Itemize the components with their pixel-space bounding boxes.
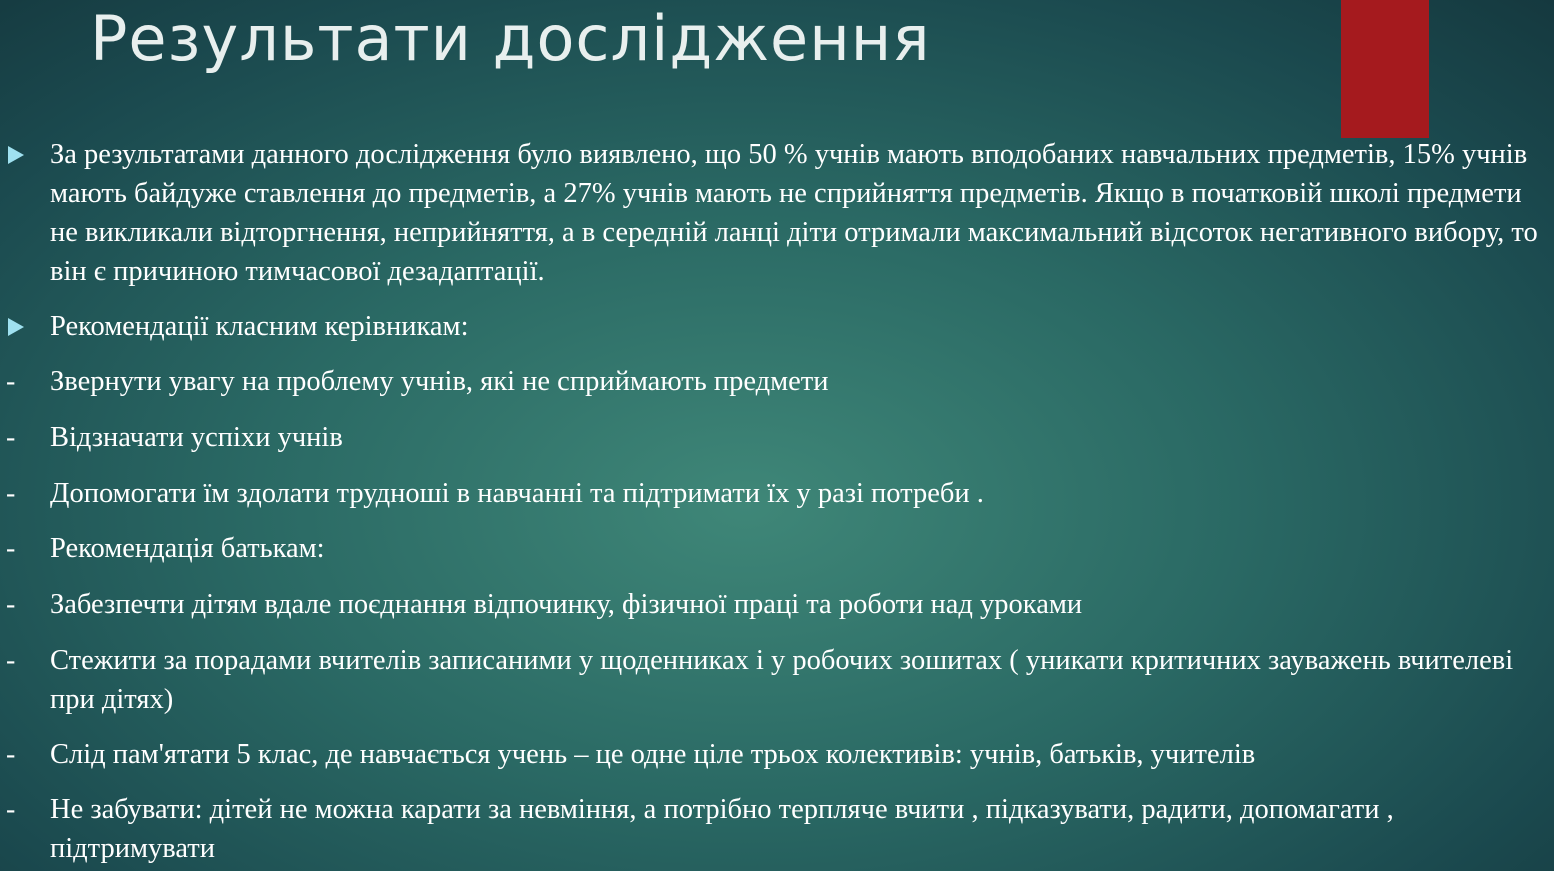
list-item-text: Допомогати їм здолати трудноші в навчанні та підтримати їх у разі потреби .: [50, 478, 984, 509]
slide-title: Результати дослідження: [90, 2, 931, 75]
dash-bullet: -: [6, 366, 16, 397]
list-item-text: Звернути увагу на проблему учнів, які не сприймають предмети: [50, 366, 829, 397]
list-item-text: Не забувати: дітей не можна карати за невміння, а потрібно терпляче вчити , підказувати, радити, допомагати , підтримувати: [50, 794, 1394, 864]
triangle-bullet-icon: [8, 146, 24, 164]
list-item-text: Слід пам'ятати 5 клас, де навчається учень – це одне ціле трьох колективів: учнів, батьків, учителів: [50, 739, 1256, 770]
bullet-text: Рекомендації класним керівникам:: [50, 311, 469, 342]
dash-bullet: -: [6, 739, 16, 770]
bullet-text: За результатами данного дослідження було виявлено, що 50 % учнів мають вподобаних навчальних предметів, 15% учнів мають байдуже ставлення до предметів, а 27% учнів мають не сприйняття предметів. Якщо в початковій школі предмети не викликали відторгнення, неприйняття, а в середній ланці діти отримали максимальний відсоток негативного вибору, то він є причиною тимчасової дезадаптації.: [50, 139, 1538, 287]
dash-bullet: -: [6, 422, 16, 453]
accent-bar: [1341, 0, 1429, 138]
list-item-text: Відзначати успіхи учнів: [50, 422, 343, 453]
list-item-text: Забезпечти дітям вдале поєднання відпочинку, фізичної праці та роботи над уроками: [50, 589, 1083, 620]
dash-bullet: -: [6, 478, 16, 509]
dash-bullet: -: [6, 794, 16, 825]
dash-bullet: -: [6, 589, 16, 620]
triangle-bullet-icon: [8, 318, 24, 336]
list-item-text: Стежити за порадами вчителів записаними у щоденниках і у робочих зошитах ( уникати критичних зауважень вчителеві при дітях): [50, 645, 1514, 715]
dash-bullet: -: [6, 645, 16, 676]
list-item-text: Рекомендація батькам:: [50, 533, 325, 564]
dash-bullet: -: [6, 533, 16, 564]
